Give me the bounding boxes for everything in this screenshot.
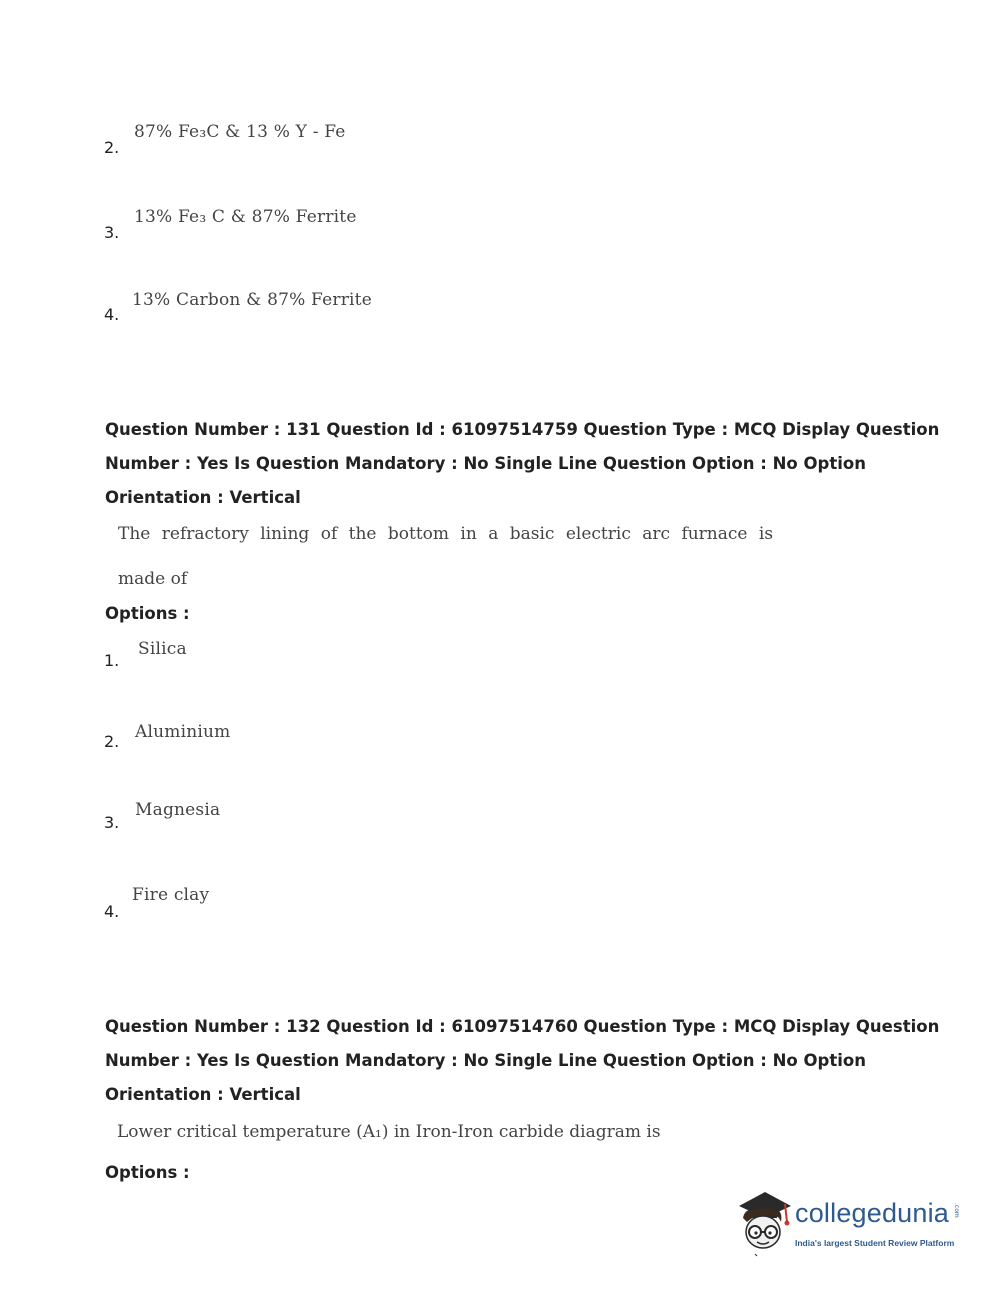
option-text: 13% Carbon & 87% Ferrite xyxy=(132,290,372,310)
brand-domain-suffix: .com xyxy=(953,1203,960,1218)
option-number: 1. xyxy=(104,651,120,670)
option-text: 87% Fe₃C & 13 % Υ - Fe xyxy=(134,122,346,142)
question-text-line: made of xyxy=(118,569,188,589)
question-header-line: Number : Yes Is Question Mandatory : No Single Line Question Option : No Option xyxy=(105,454,866,473)
question-text-line: Lower critical temperature (A₁) in Iron-Iron carbide diagram is xyxy=(117,1122,661,1142)
option-number: 3. xyxy=(104,813,120,832)
option-number: 2. xyxy=(104,732,120,751)
option-text: 13% Fe₃ C & 87% Ferrite xyxy=(134,207,357,227)
option-number: 4. xyxy=(104,305,120,324)
option-number: 3. xyxy=(104,223,120,242)
question-header-line: Orientation : Vertical xyxy=(105,1085,301,1104)
brand-tagline: India's largest Student Review Platform xyxy=(795,1238,955,1248)
option-text: Fire clay xyxy=(132,885,210,905)
brand-wordmark: collegedunia xyxy=(795,1198,950,1228)
question-header-line: Number : Yes Is Question Mandatory : No Single Line Question Option : No Option xyxy=(105,1051,866,1070)
question-header-line: Question Number : 132 Question Id : 61097514760 Question Type : MCQ Display Question xyxy=(105,1017,940,1036)
option-number: 2. xyxy=(104,138,120,157)
options-label: Options : xyxy=(105,604,190,623)
option-text: Silica xyxy=(138,639,187,659)
options-label: Options : xyxy=(105,1163,190,1182)
question-header xyxy=(105,1010,940,1112)
question-header-line: Orientation : Vertical xyxy=(105,488,301,507)
option-text: Aluminium xyxy=(135,722,231,742)
mascot-icon xyxy=(735,1188,795,1258)
question-header-line: Question Number : 131 Question Id : 61097514759 Question Type : MCQ Display Question xyxy=(105,420,940,439)
question-header xyxy=(105,413,940,515)
collegedunia-logo xyxy=(735,1188,965,1258)
option-text: Magnesia xyxy=(135,800,221,820)
option-number: 4. xyxy=(104,902,120,921)
question-text-line: The refractory lining of the bottom in a basic electric arc furnace is xyxy=(118,524,774,544)
